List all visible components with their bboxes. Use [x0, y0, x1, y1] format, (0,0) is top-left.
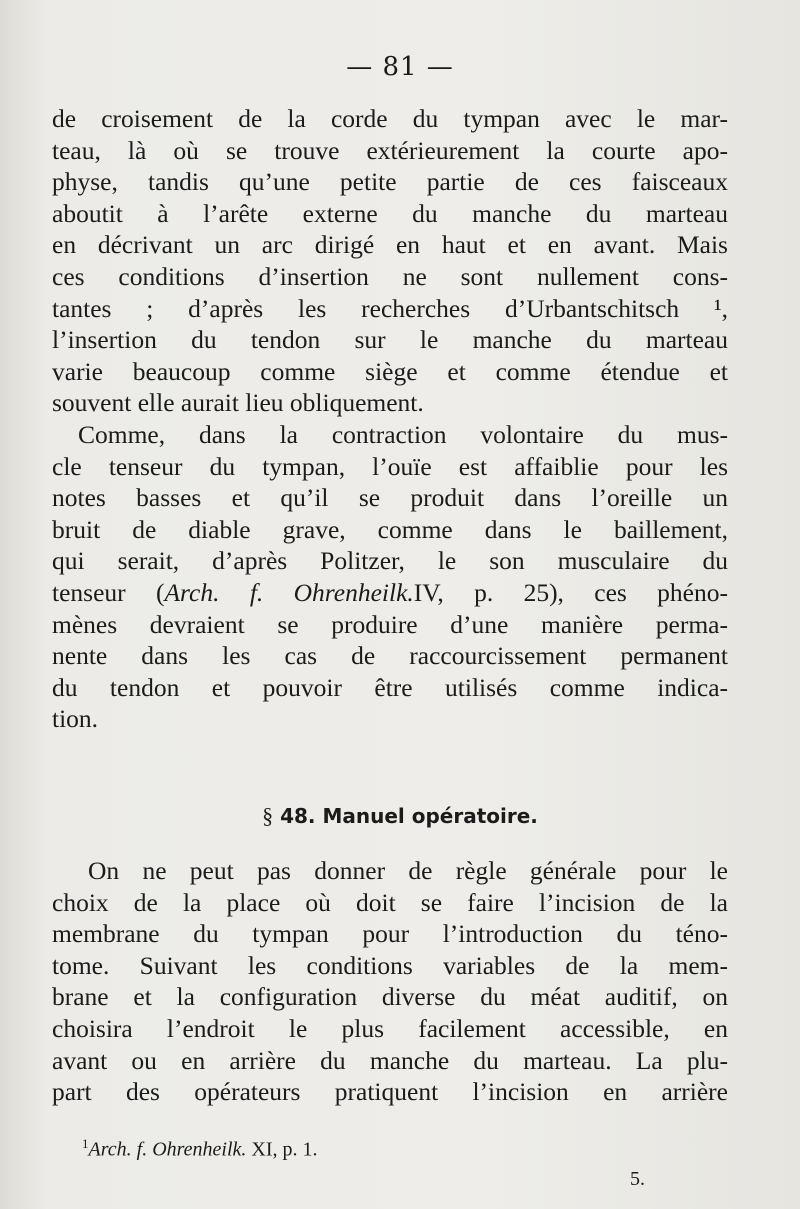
text-line: teau, là où se trouve extérieurement la courte apo-: [52, 135, 728, 165]
text-line: en décrivant un arc dirigé en haut et en avant. Mais: [52, 230, 728, 260]
text-line: aboutit à l’arête externe du manche du marteau: [52, 198, 728, 228]
text-line: varie beaucoup comme siège et comme étendue et: [52, 356, 728, 386]
text-line: nente dans les cas de raccourcissement permanent: [52, 641, 728, 671]
text-line: choix de la place où doit se faire l’incision de la: [52, 887, 728, 917]
text-line: cle tenseur du tympan, l’ouïe est affaiblie pour les: [52, 451, 728, 481]
text-line: Comme, dans la contraction volontaire du mus-: [78, 419, 728, 449]
text-line: tion.: [52, 704, 99, 734]
section-number: 48.: [280, 804, 316, 828]
text-line: souvent elle aurait lieu obliquement.: [52, 388, 424, 418]
text-line: tantes ; d’après les recherches d’Urbantschitsch ¹,: [52, 293, 728, 323]
text-line: l’insertion du tendon sur le manche du marteau: [52, 325, 728, 355]
journal-citation: Arch. f. Ohrenheilk.: [164, 577, 414, 607]
text-line: ces conditions d’insertion ne sont nullement cons-: [52, 261, 728, 291]
section-heading: [0, 803, 800, 829]
text-line: de croisement de la corde du tympan avec le mar-: [52, 104, 728, 133]
text-line: tome. Suivant les conditions variables de la mem-: [52, 950, 728, 980]
text-line: membrane du tympan pour l’introduction du téno-: [52, 919, 728, 949]
signature-mark: 5.: [630, 1168, 645, 1190]
section-symbol: §: [262, 803, 274, 828]
footnote-text: XI, p. 1.: [246, 1138, 318, 1161]
text-fragment: IV, p. 25), ces phéno-: [413, 577, 728, 607]
text-line: choisira l’endroit le plus facilement accessible, en: [52, 1013, 728, 1043]
paragraph-3: [52, 855, 728, 1108]
text-line: On ne peut pas donner de règle générale pour le: [88, 856, 728, 885]
text-line: mènes devraient se produire d’une manière perma-: [52, 609, 728, 639]
section-title: Manuel opératoire.: [322, 804, 538, 828]
text-line: du tendon et pouvoir être utilisés comme indica-: [52, 672, 728, 702]
footnote-marker: 1: [82, 1136, 89, 1151]
text-line: physe, tandis qu’une petite partie de ces faisceaux: [52, 167, 728, 197]
paragraph-1: [52, 103, 728, 735]
text-fragment: tenseur (: [52, 577, 165, 607]
footnote-citation: Arch. f. Ohrenheilk.: [88, 1138, 247, 1161]
text-line: qui serait, d’après Politzer, le son musculaire du: [52, 546, 728, 576]
text-line-with-citation: [52, 577, 728, 609]
page-number-header: — 81 —: [346, 52, 454, 82]
text-line: avant ou en arrière du manche du marteau. La plu-: [52, 1045, 728, 1075]
footnote: [82, 1136, 318, 1162]
text-line: brane et la configuration diverse du méat auditif, on: [52, 982, 728, 1012]
text-line: bruit de diable grave, comme dans le baillement,: [52, 514, 728, 544]
text-line: part des opérateurs pratiquent l’incision en arrière: [52, 1077, 728, 1107]
text-line: notes basses et qu’il se produit dans l’oreille un: [52, 483, 728, 513]
